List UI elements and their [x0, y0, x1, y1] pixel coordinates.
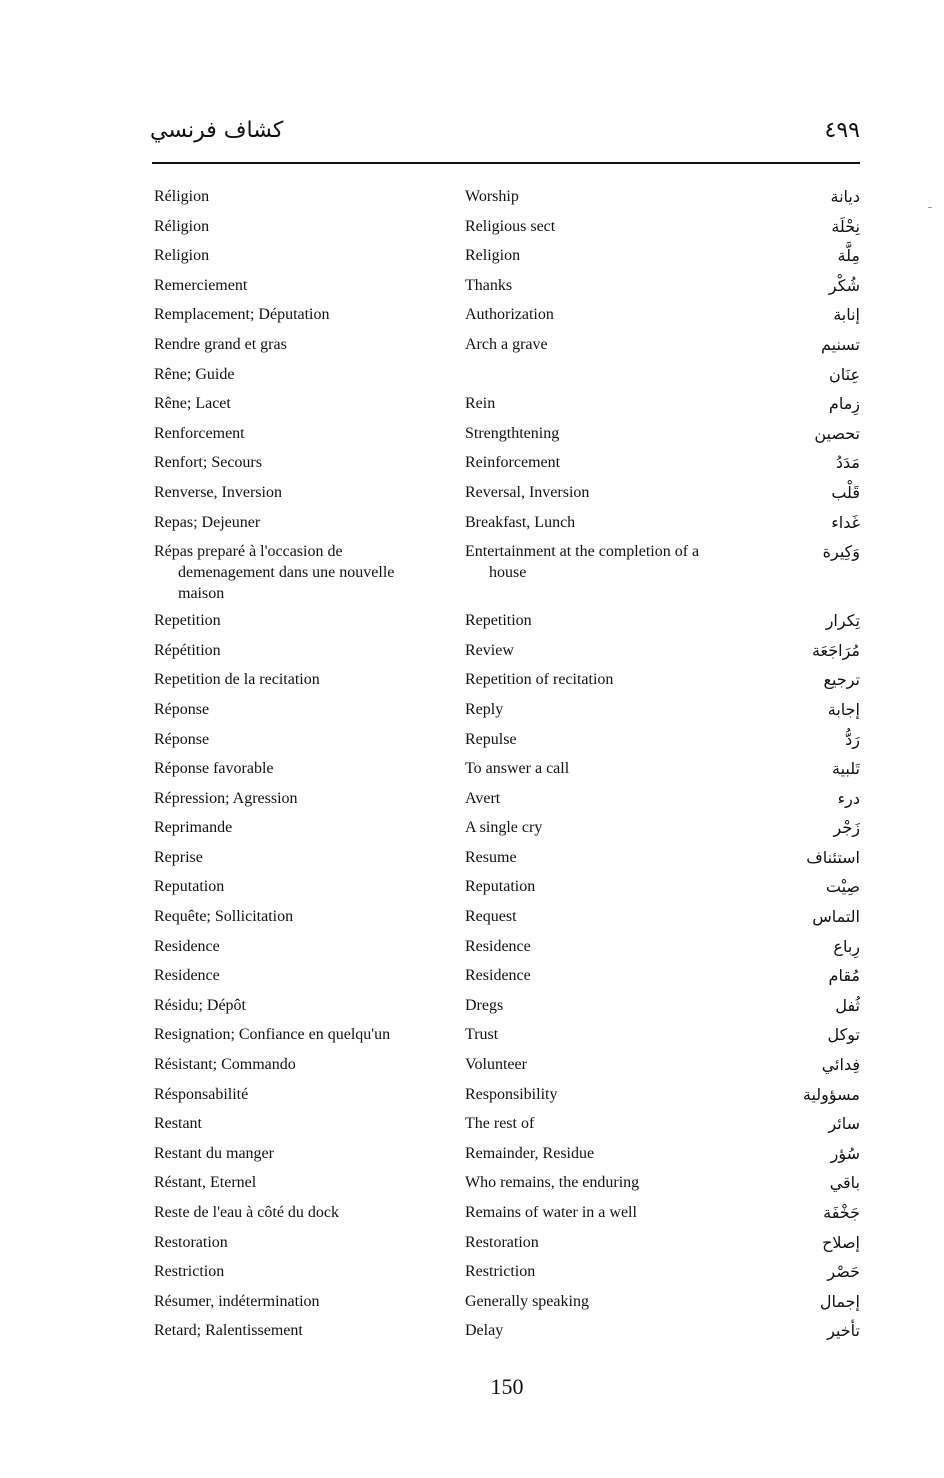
english-term-text: Dregs: [465, 996, 504, 1014]
english-term: [465, 1261, 735, 1282]
glossary-row: [0, 1024, 944, 1054]
glossary-row: [0, 965, 944, 995]
french-term: [154, 1084, 434, 1105]
arabic-term: باقي: [829, 1173, 860, 1193]
glossary-row: [0, 364, 944, 394]
english-term: [465, 876, 735, 897]
glossary-row: [0, 1172, 944, 1202]
arabic-term: استئناف: [806, 847, 860, 867]
french-term-text: Renforcement: [154, 424, 245, 442]
english-term-text: Reputation: [465, 878, 536, 896]
french-term-text: Restant: [154, 1115, 202, 1133]
english-term: [465, 640, 735, 661]
french-term-text: Réponse: [154, 700, 210, 718]
english-term-text: Entertainment at the completion of a: [465, 543, 700, 561]
french-term-text: Repas; Dejeuner: [154, 513, 261, 531]
english-term: [465, 1291, 735, 1312]
glossary-row: [0, 876, 944, 906]
french-term: [154, 729, 434, 750]
french-term-text: Restriction: [154, 1263, 225, 1281]
french-term: [154, 275, 434, 296]
french-term-continuation: demenagement dans une nouvelle maison: [178, 564, 395, 603]
english-term-text: Reply: [465, 700, 504, 718]
english-term-text: Religion: [465, 247, 521, 265]
french-term: [154, 452, 434, 473]
arabic-term: عِنَان: [829, 364, 860, 384]
english-term: [465, 758, 735, 779]
english-term-text: Breakfast, Lunch: [465, 513, 576, 531]
english-term-text: Residence: [465, 967, 531, 985]
french-term: [154, 334, 434, 355]
french-term: [154, 304, 434, 325]
arabic-term: رَدُّ: [845, 729, 860, 749]
arabic-term: شُكْر: [828, 275, 860, 295]
arabic-term: نِحْلَة: [831, 216, 860, 236]
english-term: [465, 482, 735, 503]
glossary-row: [0, 995, 944, 1025]
french-term: [154, 1172, 434, 1193]
french-term: [154, 1320, 434, 1341]
french-term-text: Réponse favorable: [154, 760, 274, 778]
french-term-text: Restoration: [154, 1233, 228, 1251]
french-term: [154, 936, 434, 957]
french-term-text: Renverse, Inversion: [154, 483, 282, 501]
english-term-text: Delay: [465, 1322, 504, 1340]
english-term-text: Residence: [465, 937, 531, 955]
english-term: [465, 334, 735, 355]
french-term-text: Retard; Ralentissement: [154, 1322, 303, 1340]
english-term: [465, 699, 735, 720]
english-term: [465, 1172, 735, 1193]
glossary-row: [0, 788, 944, 818]
arabic-term: التماس: [812, 907, 860, 927]
french-term: [154, 1232, 434, 1253]
arabic-term: مَدَدُ: [835, 453, 860, 473]
english-term-text: Trust: [465, 1026, 499, 1044]
french-term-text: Reste de l'eau à côté du dock: [154, 1204, 340, 1221]
french-term: [154, 876, 434, 897]
glossary-row: [0, 452, 944, 482]
glossary-row: [0, 1232, 944, 1262]
glossary-row: [0, 482, 944, 512]
glossary-row: [0, 216, 944, 246]
glossary-row: [0, 640, 944, 670]
english-term: [465, 1202, 735, 1223]
arabic-term: غَداء: [831, 512, 860, 532]
page-header-title: كشاف فرنسي: [150, 118, 284, 143]
arabic-term: ثُفل: [835, 995, 860, 1015]
glossary-row: [0, 610, 944, 640]
arabic-term: تأخير: [827, 1321, 860, 1341]
english-term: [465, 610, 735, 631]
english-term-text: Who remains, the enduring: [465, 1174, 640, 1192]
french-term-text: Résidu; Dépôt: [154, 996, 246, 1014]
french-term-text: Résistant; Commando: [154, 1056, 296, 1074]
english-term: [465, 729, 735, 750]
french-term-text: Resignation; Confiance en quelqu'un: [154, 1026, 391, 1044]
english-term: [465, 669, 735, 690]
french-term-text: Répétition: [154, 641, 221, 659]
glossary-row: [0, 1320, 944, 1350]
english-term: [465, 1232, 735, 1253]
english-term-text: Strengthtening: [465, 424, 560, 442]
english-term: [465, 1143, 735, 1164]
french-term-text: Répas preparé à l'occasion de: [154, 543, 343, 561]
arabic-term: إصلاح: [822, 1232, 860, 1252]
english-term-text: Repulse: [465, 730, 517, 748]
english-term: [465, 1113, 735, 1134]
french-term: [154, 541, 434, 604]
glossary-row: [0, 512, 944, 542]
english-term-text: Review: [465, 641, 514, 659]
french-term: [154, 610, 434, 631]
glossary-row: [0, 1113, 944, 1143]
english-term-text: Repetition: [465, 612, 532, 630]
glossary-row: [0, 847, 944, 877]
english-term: [465, 541, 735, 583]
english-term-text: Repetition of recitation: [465, 671, 614, 689]
french-term-text: Reprimande: [154, 819, 233, 837]
arabic-term: إجابة: [827, 699, 860, 719]
arabic-term: تِكرار: [825, 611, 860, 631]
french-term: [154, 482, 434, 503]
english-term-text: Authorization: [465, 306, 554, 324]
french-term: [154, 640, 434, 661]
arabic-term: ترجيع: [823, 670, 860, 690]
french-term: [154, 393, 434, 414]
french-term: [154, 906, 434, 927]
english-term: [465, 186, 735, 207]
glossary-row: [0, 541, 944, 610]
french-term-text: Residence: [154, 967, 220, 985]
arabic-term: حَصْر: [827, 1262, 860, 1282]
french-term-text: Rendre grand et gras: [154, 335, 287, 353]
french-term-text: Résumer, indétermination: [154, 1292, 320, 1310]
english-term: [465, 245, 735, 266]
english-term-text: Restoration: [465, 1233, 539, 1251]
french-term-text: Requête; Sollicitation: [154, 908, 294, 926]
french-term: [154, 995, 434, 1016]
french-term-text: Residence: [154, 937, 220, 955]
french-term: [154, 847, 434, 868]
glossary-row: [0, 1143, 944, 1173]
arabic-term: إجمال: [819, 1291, 860, 1311]
glossary-row: [0, 423, 944, 453]
french-term: [154, 1291, 434, 1312]
french-term-text: Rêne; Lacet: [154, 395, 231, 413]
french-term-text: Remplacement; Députation: [154, 306, 330, 324]
french-term: [154, 1024, 434, 1045]
english-term: [465, 906, 735, 927]
english-term-text: Resume: [465, 848, 517, 866]
english-term-text: Restriction: [465, 1263, 536, 1281]
french-term-text: Résponsabilité: [154, 1085, 249, 1103]
english-term-text: Reversal, Inversion: [465, 483, 590, 501]
glossary-row: [0, 334, 944, 364]
english-term-text: The rest of: [465, 1115, 535, 1133]
arabic-term: توكل: [827, 1025, 860, 1045]
arabic-term: تسنيم: [820, 334, 860, 354]
english-term-text: To answer a call: [465, 760, 570, 778]
glossary-row: [0, 275, 944, 305]
page-header-number: ٤٩٩: [824, 118, 860, 143]
english-term: [465, 423, 735, 444]
french-term-text: Reputation: [154, 878, 225, 896]
english-term-text: Worship: [465, 188, 519, 205]
glossary-row: [0, 669, 944, 699]
english-term: [465, 304, 735, 325]
english-term-text: Responsibility: [465, 1085, 558, 1103]
header-divider: [152, 162, 860, 164]
french-term-text: Réligion: [154, 188, 210, 205]
arabic-term: درء: [837, 788, 860, 808]
french-term: [154, 1143, 434, 1164]
glossary-row: [0, 1261, 944, 1291]
arabic-term: مُرَاجَعَة: [811, 640, 860, 660]
glossary-row: [0, 393, 944, 423]
french-term-text: Restant du manger: [154, 1144, 274, 1162]
glossary-row: [0, 1084, 944, 1114]
glossary-row: [0, 1291, 944, 1321]
french-term: [154, 512, 434, 533]
arabic-term: رِباع: [833, 936, 860, 956]
french-term: [154, 669, 434, 690]
english-term: [465, 1024, 735, 1045]
french-term: [154, 1261, 434, 1282]
french-term-text: Repetition de la recitation: [154, 671, 320, 689]
english-term-text: Generally speaking: [465, 1292, 589, 1310]
glossary-row: [0, 1202, 944, 1232]
english-term: [465, 1320, 735, 1341]
english-term-text: Request: [465, 908, 517, 926]
french-term: [154, 758, 434, 779]
french-term: [154, 1202, 434, 1223]
arabic-term: تحصين: [814, 423, 860, 443]
arabic-term: زَجْر: [833, 818, 860, 838]
arabic-term: صِيْت: [825, 877, 860, 897]
arabic-term: سُؤر: [830, 1143, 860, 1163]
english-term-text: Arch a grave: [465, 335, 548, 353]
glossary-entries: [0, 186, 944, 1350]
french-term-text: Réponse: [154, 730, 210, 748]
glossary-row: [0, 936, 944, 966]
french-term: [154, 364, 434, 385]
arabic-term: مِلَّة: [837, 246, 860, 266]
french-term-text: Remerciement: [154, 276, 248, 294]
french-term-text: Rêne; Guide: [154, 365, 235, 383]
french-term: [154, 216, 434, 237]
arabic-term: مسؤولية: [802, 1084, 860, 1104]
glossary-row: [0, 186, 944, 216]
english-term-text: Religious sect: [465, 217, 556, 235]
english-term: [465, 788, 735, 809]
english-term: [465, 847, 735, 868]
english-term-continuation: house: [489, 564, 527, 582]
glossary-row: [0, 304, 944, 334]
french-term-text: Réstant, Eternel: [154, 1174, 257, 1192]
french-term-text: Renfort; Secours: [154, 454, 262, 472]
english-term-text: Volunteer: [465, 1056, 527, 1074]
arabic-term: جَخْفَة: [823, 1203, 860, 1222]
english-term-text: A single cry: [465, 819, 543, 837]
english-term-text: Thanks: [465, 276, 513, 294]
french-term-text: Religion: [154, 247, 210, 265]
arabic-term: وَكِيرة: [822, 542, 860, 562]
arabic-term: مُقام: [828, 966, 860, 986]
arabic-term: زِمام: [828, 394, 860, 414]
french-term: [154, 788, 434, 809]
arabic-term: إنابة: [833, 305, 860, 325]
glossary-row: [0, 245, 944, 275]
french-term-text: Répression; Agression: [154, 789, 298, 807]
french-term-text: Réligion: [154, 217, 210, 235]
arabic-term: تَلبية: [832, 759, 860, 779]
french-term: [154, 245, 434, 266]
glossary-row: [0, 699, 944, 729]
page-number: 150: [490, 1374, 524, 1399]
english-term: [465, 1084, 735, 1105]
arabic-term: فِدائي: [821, 1055, 860, 1075]
english-term: [465, 965, 735, 986]
english-term: [465, 1054, 735, 1075]
english-term: [465, 452, 735, 473]
english-term: [465, 817, 735, 838]
french-term: [154, 1113, 434, 1134]
glossary-row: [0, 1054, 944, 1084]
english-term-text: Remains of water in a well: [465, 1204, 637, 1221]
french-term: [154, 699, 434, 720]
english-term-text: Reinforcement: [465, 454, 561, 472]
arabic-term: سائر: [828, 1114, 860, 1134]
english-term: [465, 275, 735, 296]
french-term: [154, 965, 434, 986]
arabic-term: ديانة: [830, 187, 860, 206]
english-term-text: Remainder, Residue: [465, 1144, 595, 1162]
english-term-text: Avert: [465, 789, 501, 807]
glossary-row: [0, 906, 944, 936]
french-term: [154, 817, 434, 838]
english-term: [465, 936, 735, 957]
french-term-text: Repetition: [154, 612, 221, 630]
glossary-row: [0, 729, 944, 759]
english-term: [465, 216, 735, 237]
french-term-text: Reprise: [154, 848, 203, 866]
english-term-text: Rein: [465, 395, 496, 413]
english-term: [465, 393, 735, 414]
french-term: [154, 186, 434, 207]
french-term: [154, 1054, 434, 1075]
french-term: [154, 423, 434, 444]
arabic-term: قَلْب: [831, 482, 860, 502]
english-term: [465, 512, 735, 533]
glossary-row: [0, 817, 944, 847]
english-term: [465, 995, 735, 1016]
glossary-row: [0, 758, 944, 788]
